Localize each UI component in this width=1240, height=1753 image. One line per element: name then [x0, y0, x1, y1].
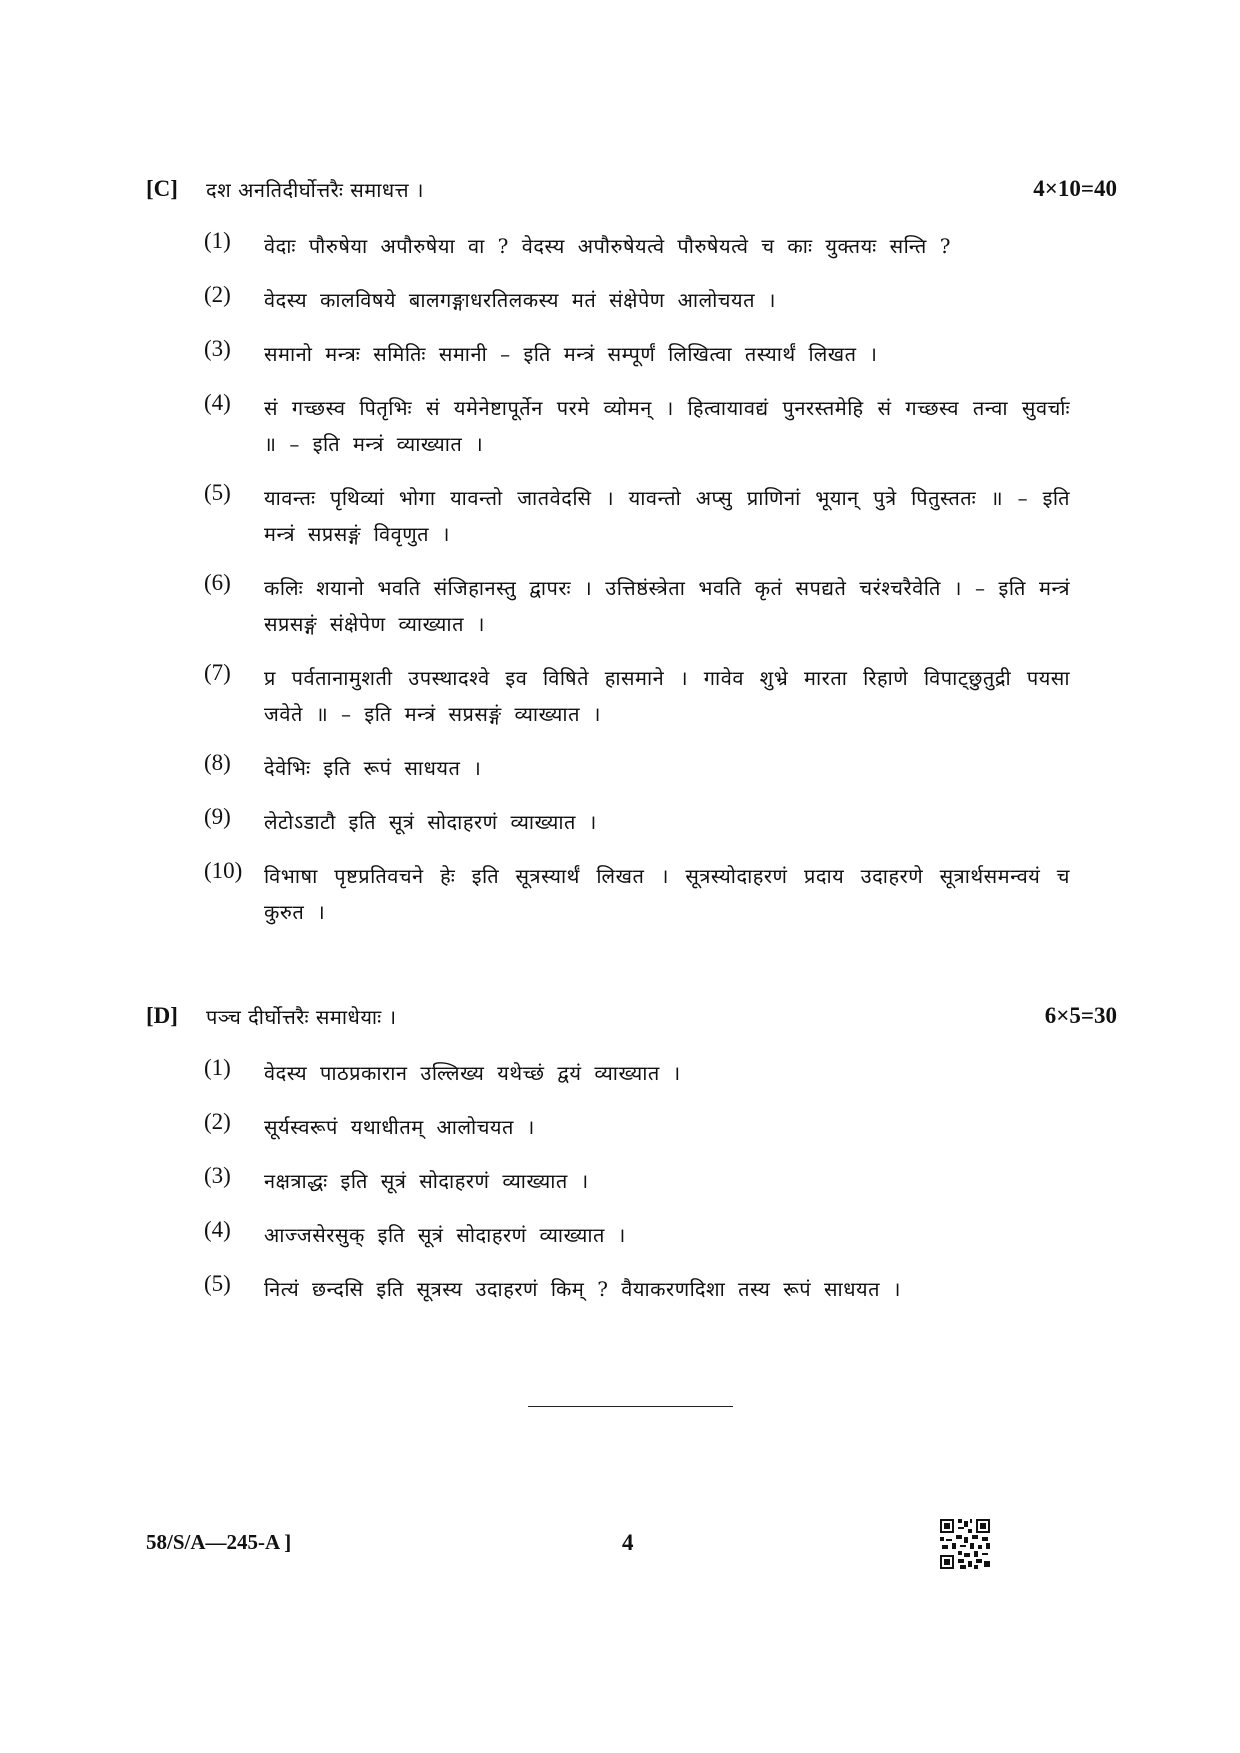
question-number: (6) [204, 570, 231, 595]
question-number: (2) [204, 282, 231, 307]
question-text: लेटोऽडाटौ इति सूत्रं सोदाहरणं व्याख्यात । [264, 810, 597, 834]
question-number: (3) [204, 1163, 231, 1188]
qr-code-icon [940, 1519, 990, 1569]
section-d-title: पञ्च दीर्घोत्तरैः समाधेयाः । [206, 1005, 397, 1029]
section-c-label: [C] [146, 176, 178, 201]
question-number: (4) [204, 390, 231, 415]
question-number: (9) [204, 804, 231, 829]
section-c-title: दश अनतिदीर्घोत्तरैः समाधत्त । [206, 178, 424, 202]
question-number: (5) [204, 480, 231, 505]
question-text: वेदस्य कालविषये बालगङ्गाधरतिलकस्य मतं संक्षेपेण आलोचयत । [264, 288, 776, 312]
question-text: नित्यं छन्दसि इति सूत्रस्य उदाहरणं किम् ? वैयाकरणदिशा तस्य रूपं साधयत । [264, 1277, 901, 1301]
question-text: देवेभिः इति रूपं साधयत । [264, 756, 482, 780]
section-d-label: [D] [146, 1003, 178, 1028]
question-number: (1) [204, 228, 231, 253]
question-number: (3) [204, 336, 231, 361]
question-number: (4) [204, 1217, 231, 1242]
question-number: (8) [204, 750, 231, 775]
paper-code: 58/S/A—245-A ] [146, 1530, 292, 1554]
question-number: (5) [204, 1271, 231, 1296]
question-text: आज्जसेरसुक् इति सूत्रं सोदाहरणं व्याख्यात । [264, 1223, 626, 1247]
question-number: (2) [204, 1109, 231, 1134]
question-text: सूर्यस्वरूपं यथाधीतम् आलोचयत । [264, 1115, 535, 1139]
question-text: विभाषा पृष्टप्रतिवचने हेः इति सूत्रस्यार्थं लिखत । सूत्रस्योदाहरणं प्रदाय उदाहरणे सूत्रार्थसमन्वयं च कुरुत । [264, 864, 1070, 924]
section-d-header [146, 1003, 1117, 1043]
question-text: समानो मन्त्रः समितिः समानी – इति मन्त्रं सम्पूर्णं लिखित्वा तस्यार्थं लिखत । [264, 342, 878, 366]
question-text: कलिः शयानो भवति संजिहानस्तु द्वापरः । उत्तिष्ठंस्त्रेता भवति कृतं सपद्यते चरंश्चरैवेति । – इति मन्त्रं सप्रसङ्गं संक्षेपेण व्याख्यात । [264, 576, 1070, 636]
question-text: यावन्तः पृथिव्यां भोगा यावन्तो जातवेदसि । यावन्तो अप्सु प्राणिनां भूयान् पुत्रे पितुस्ततः ॥ – इति मन्त्रं सप्रसङ्गं विवृणुत । [264, 486, 1070, 546]
end-rule [528, 1406, 733, 1407]
question-text: वेदाः पौरुषेया अपौरुषेया वा ? वेदस्य अपौरुषेयत्वे पौरुषेयत्वे च काः युक्तयः सन्ति ? [264, 234, 951, 258]
page-number: 4 [622, 1530, 634, 1555]
question-number: (7) [204, 660, 231, 685]
section-c-marks: 4×10=40 [1033, 176, 1117, 201]
question-text: प्र पर्वतानामुशती उपस्थादश्वे इव विषिते हासमाने । गावेव शुभ्रे मारता रिहाणे विपाट्छुतुद्री पयसा जवेते ॥ – इति मन्त्रं सप्रसङ्गं व्याख्यात । [264, 666, 1070, 726]
question-number: (1) [204, 1055, 231, 1080]
question-text: नक्षत्राद्धः इति सूत्रं सोदाहरणं व्याख्यात । [264, 1169, 589, 1193]
question-text: वेदस्य पाठप्रकारान उल्लिख्य यथेच्छं द्वयं व्याख्यात । [264, 1061, 681, 1085]
section-c-header [146, 176, 1117, 216]
section-d-marks: 6×5=30 [1044, 1003, 1117, 1028]
question-number: (10) [204, 858, 243, 883]
question-text: सं गच्छस्व पितृभिः सं यमेनेष्टापूर्तेन परमे व्योमन् । हित्वायावद्यं पुनरस्तमेहि सं गच्छस्व तन्वा सुवर्चाः ॥ – इति मन्त्रं व्याख्यात । [264, 396, 1070, 456]
